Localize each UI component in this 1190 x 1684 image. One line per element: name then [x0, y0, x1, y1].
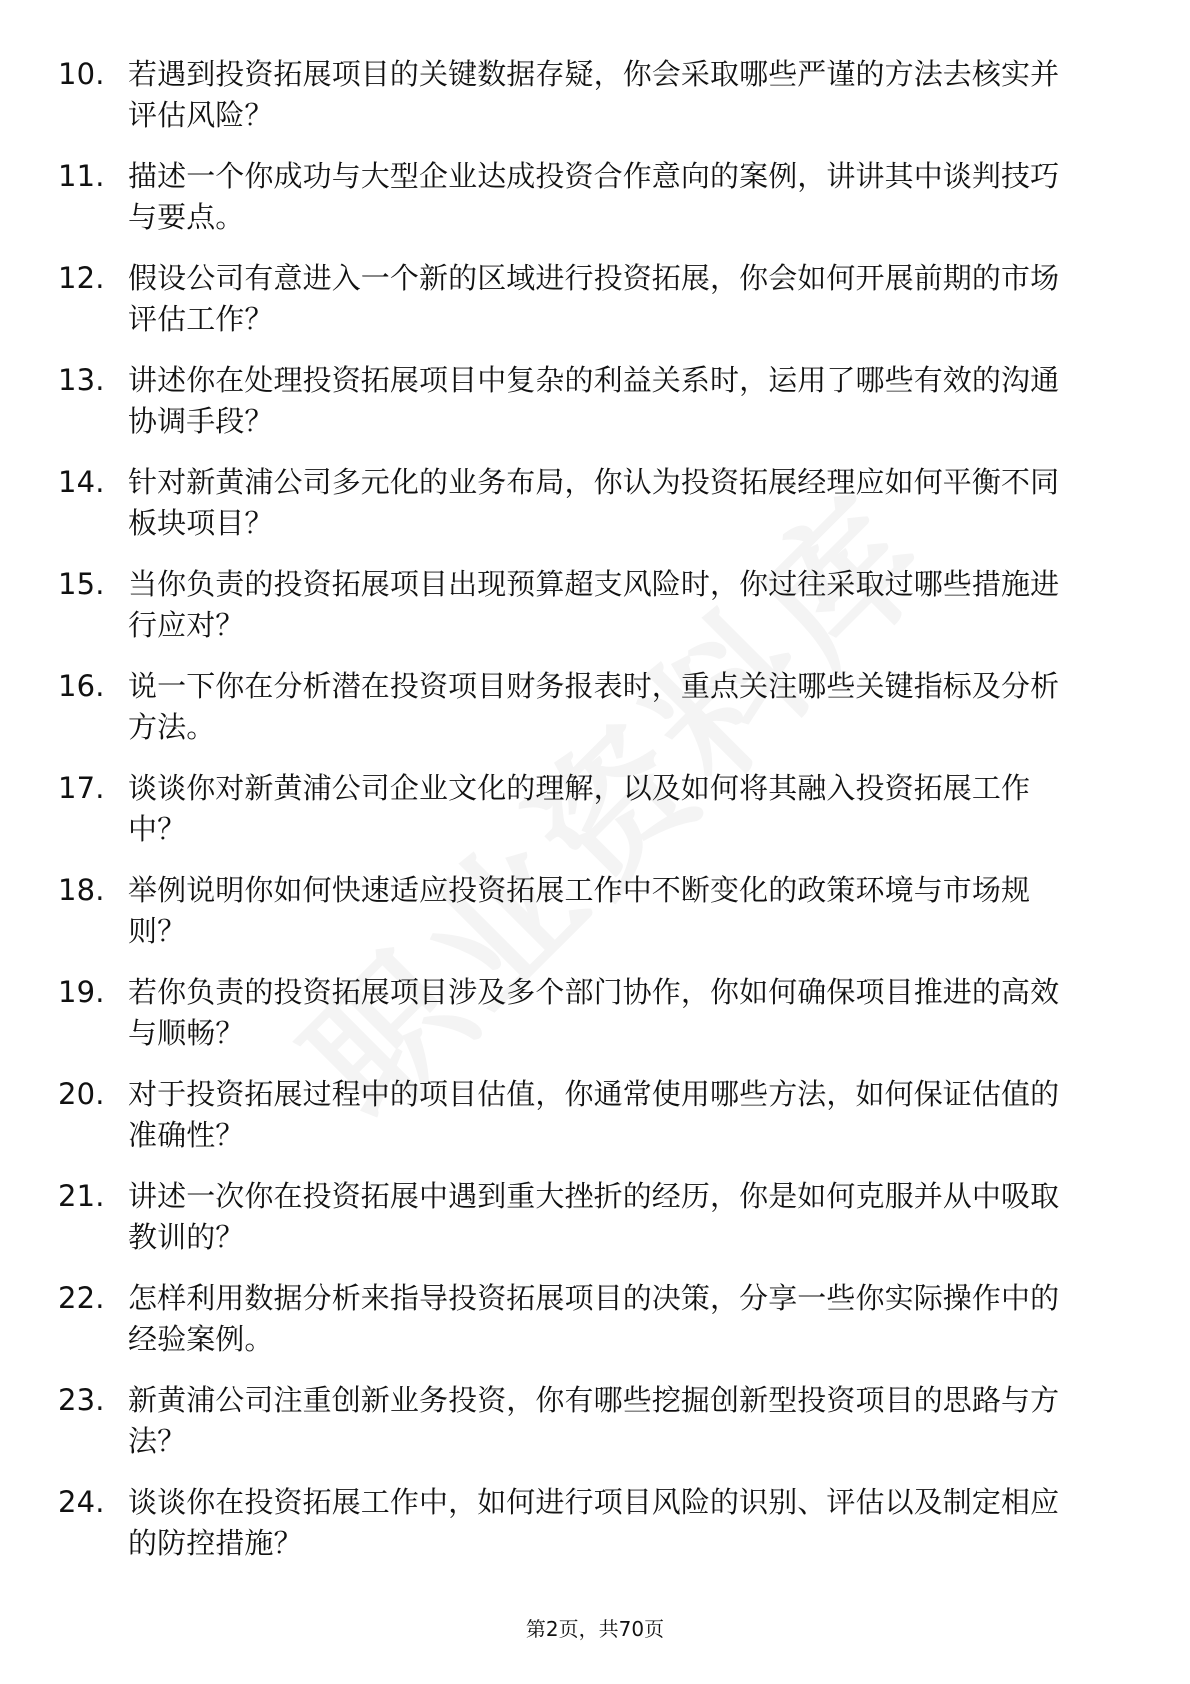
question-item [58, 1176, 1138, 1258]
question-item [58, 564, 1138, 646]
question-text: 谈谈你对新黄浦公司企业文化的理解，以及如何将其融入投资拓展工作中？ [128, 771, 1031, 846]
question-item [58, 54, 1138, 136]
question-number: 10. [58, 57, 105, 91]
question-item [58, 1482, 1138, 1564]
question-text: 讲述你在处理投资拓展项目中复杂的利益关系时，运用了哪些有效的沟通协调手段？ [128, 363, 1060, 438]
question-number: 19. [58, 975, 105, 1009]
question-text: 描述一个你成功与大型企业达成投资合作意向的案例，讲讲其中谈判技巧与要点。 [128, 159, 1060, 234]
question-item [58, 360, 1138, 442]
question-text: 针对新黄浦公司多元化的业务布局，你认为投资拓展经理应如何平衡不同板块项目？ [128, 465, 1060, 540]
question-number: 12. [58, 261, 105, 295]
question-item [58, 156, 1138, 238]
question-text: 谈谈你在投资拓展工作中，如何进行项目风险的识别、评估以及制定相应的防控措施？ [128, 1485, 1060, 1560]
question-number: 14. [58, 465, 105, 499]
question-text: 讲述一次你在投资拓展中遇到重大挫折的经历，你是如何克服并从中吸取教训的？ [128, 1179, 1060, 1254]
question-number: 16. [58, 669, 105, 703]
question-number: 15. [58, 567, 105, 601]
question-number: 11. [58, 159, 105, 193]
question-item [58, 768, 1138, 850]
question-item [58, 666, 1138, 748]
question-number: 17. [58, 771, 105, 805]
question-number: 18. [58, 873, 105, 907]
question-number: 22. [58, 1281, 105, 1315]
question-number: 23. [58, 1383, 105, 1417]
question-number: 24. [58, 1485, 105, 1519]
page-footer [0, 1615, 1190, 1643]
question-number: 13. [58, 363, 105, 397]
question-item [58, 462, 1138, 544]
page-number-label: 第2页，共70页 [525, 1617, 665, 1641]
question-item [58, 972, 1138, 1054]
question-item [58, 1278, 1138, 1360]
question-item [58, 258, 1138, 340]
question-number: 20. [58, 1077, 105, 1111]
question-text: 怎样利用数据分析来指导投资拓展项目的决策，分享一些你实际操作中的经验案例。 [128, 1281, 1060, 1356]
question-text: 假设公司有意进入一个新的区域进行投资拓展，你会如何开展前期的市场评估工作？ [128, 261, 1060, 336]
question-text: 当你负责的投资拓展项目出现预算超支风险时，你过往采取过哪些措施进行应对？ [128, 567, 1060, 642]
question-list [58, 54, 1138, 1584]
question-text: 对于投资拓展过程中的项目估值，你通常使用哪些方法，如何保证估值的准确性？ [128, 1077, 1060, 1152]
question-text: 若你负责的投资拓展项目涉及多个部门协作，你如何确保项目推进的高效与顺畅？ [128, 975, 1060, 1050]
question-text: 新黄浦公司注重创新业务投资，你有哪些挖掘创新型投资项目的思路与方法？ [128, 1383, 1060, 1458]
question-item [58, 1380, 1138, 1462]
question-number: 21. [58, 1179, 105, 1213]
question-text: 举例说明你如何快速适应投资拓展工作中不断变化的政策环境与市场规则？ [128, 873, 1031, 948]
question-item [58, 870, 1138, 952]
question-item [58, 1074, 1138, 1156]
question-text: 说一下你在分析潜在投资项目财务报表时，重点关注哪些关键指标及分析方法。 [128, 669, 1060, 744]
question-text: 若遇到投资拓展项目的关键数据存疑，你会采取哪些严谨的方法去核实并评估风险？ [128, 57, 1060, 132]
